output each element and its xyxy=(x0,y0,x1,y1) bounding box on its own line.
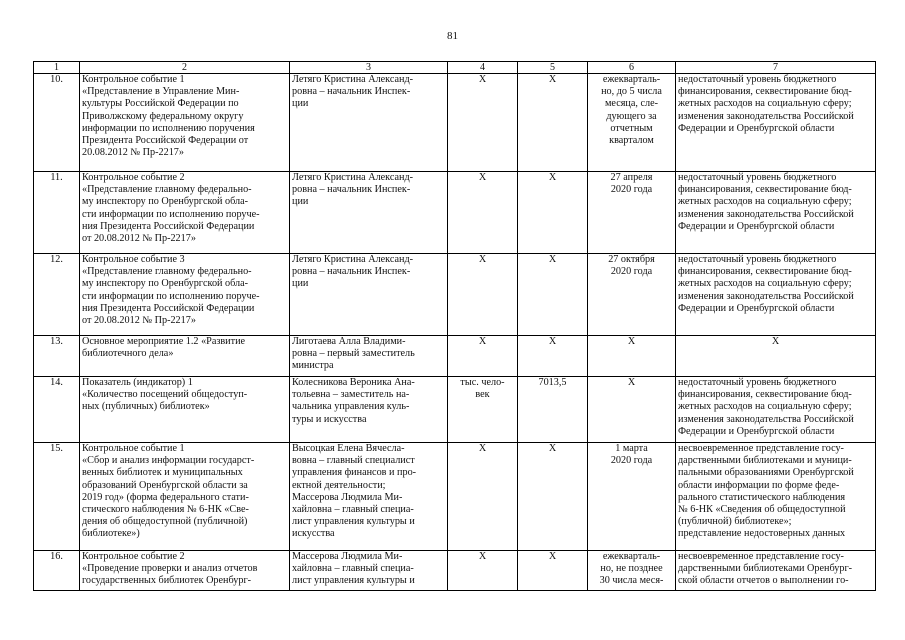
column-header: 5 xyxy=(518,62,588,74)
value-cell: X xyxy=(518,172,588,254)
table-row xyxy=(34,551,876,591)
event-name: Контрольное событие 3 «Представление главному федерально- му инспектору по Оренбургской обла- сти информации по исполнению поруче- ния Президента Российской Федерации от 20.08.2012 № Пр-2217» xyxy=(80,254,290,336)
risk-cell: несвоевременное представление госу- дарственными библиотеками и муници- пальными образованиями Оренбургской области информации по форме феде- рального статистического наблюдения № 6-НК «Сведения об общедоступной (публичной) библиотеке»; представление недостоверных данных xyxy=(676,443,876,551)
value-cell: X xyxy=(518,336,588,377)
risk-cell: несвоевременное представление госу- дарственными библиотеками Оренбург- ской области отчетов о выполнении го- xyxy=(676,551,876,591)
deadline-cell: 1 марта 2020 года xyxy=(588,443,676,551)
risk-cell: недостаточный уровень бюджетного финансирования, секвестирование бюд- жетных расходов на социальную сферу; изменения законодательства Российской Федерации и Оренбургской области xyxy=(676,172,876,254)
unit-cell: X xyxy=(448,254,518,336)
risk-cell: недостаточный уровень бюджетного финансирования, секвестирование бюд- жетных расходов на социальную сферу; изменения законодательства Российской Федерации и Оренбургской области xyxy=(676,254,876,336)
column-header-row xyxy=(34,62,876,74)
deadline-cell: X xyxy=(588,336,676,377)
unit-cell: X xyxy=(448,551,518,591)
deadline-cell: X xyxy=(588,377,676,443)
deadline-cell: ежекварталь- но, до 5 числа месяца, сле- дующего за отчетным кварталом xyxy=(588,74,676,172)
table-row xyxy=(34,172,876,254)
deadline-cell: 27 октября 2020 года xyxy=(588,254,676,336)
event-name: Показатель (индикатор) 1 «Количество посещений общедоступ- ных (публичных) библиотек» xyxy=(80,377,290,443)
responsible-person: Летяго Кристина Александ- ровна – начальник Инспек- ции xyxy=(290,172,448,254)
row-number: 16. xyxy=(34,551,80,591)
value-cell: X xyxy=(518,443,588,551)
row-number: 10. xyxy=(34,74,80,172)
event-name: Основное мероприятие 1.2 «Развитие библиотечного дела» xyxy=(80,336,290,377)
table-row xyxy=(34,336,876,377)
responsible-person: Высоцкая Елена Вячесла- вовна – главный специалист управления финансов и про- ектной деятельности; Массерова Людмила Ми- хайловна – главный специа- лист управления культуры и искусства xyxy=(290,443,448,551)
unit-cell: X xyxy=(448,74,518,172)
risk-cell: недостаточный уровень бюджетного финансирования, секвестирование бюд- жетных расходов на социальную сферу; изменения законодательства Российской Федерации и Оренбургской области xyxy=(676,377,876,443)
column-header: 4 xyxy=(448,62,518,74)
responsible-person: Летяго Кристина Александ- ровна – начальник Инспек- ции xyxy=(290,74,448,172)
row-number: 12. xyxy=(34,254,80,336)
responsible-person: Лиготаева Алла Владими- ровна – первый заместитель министра xyxy=(290,336,448,377)
event-name: Контрольное событие 2 «Представление главному федерально- му инспектору по Оренбургской обла- сти информации по исполнению поруче- ния Президента Российской Федерации от 20.08.2012 № Пр-2217» xyxy=(80,172,290,254)
value-cell: X xyxy=(518,74,588,172)
unit-cell: X xyxy=(448,443,518,551)
responsible-person: Массерова Людмила Ми- хайловна – главный специа- лист управления культуры и xyxy=(290,551,448,591)
row-number: 15. xyxy=(34,443,80,551)
event-name: Контрольное событие 2 «Проведение проверки и анализ отчетов государственных библиотек Оренбург- xyxy=(80,551,290,591)
unit-cell: X xyxy=(448,172,518,254)
column-header: 2 xyxy=(80,62,290,74)
risk-cell: X xyxy=(676,336,876,377)
table-row xyxy=(34,377,876,443)
row-number: 11. xyxy=(34,172,80,254)
responsible-person: Летяго Кристина Александ- ровна – начальник Инспек- ции xyxy=(290,254,448,336)
value-cell: 7013,5 xyxy=(518,377,588,443)
value-cell: X xyxy=(518,551,588,591)
table-row xyxy=(34,443,876,551)
unit-cell: X xyxy=(448,336,518,377)
event-name: Контрольное событие 1 «Представление в Управление Мин- культуры Российской Федерации по Приволжскому федеральному округу информации по исполнению поручения Президента Российской Федерации от 20.08.2012 № Пр-2217» xyxy=(80,74,290,172)
plan-table xyxy=(33,61,876,591)
table-row xyxy=(34,74,876,172)
value-cell: X xyxy=(518,254,588,336)
column-header: 3 xyxy=(290,62,448,74)
unit-cell: тыс. чело- век xyxy=(448,377,518,443)
column-header: 1 xyxy=(34,62,80,74)
row-number: 14. xyxy=(34,377,80,443)
event-name: Контрольное событие 1 «Сбор и анализ информации государст- венных библиотек и муниципальных образований Оренбургской области за 2019 год» (форма федерального стати- стического наблюдения № 6-НК «Све- дения об общедоступной (публичной) библиотеке») xyxy=(80,443,290,551)
column-header: 6 xyxy=(588,62,676,74)
deadline-cell: 27 апреля 2020 года xyxy=(588,172,676,254)
column-header: 7 xyxy=(676,62,876,74)
responsible-person: Колесникова Вероника Ана- тольевна – заместитель на- чальника управления куль- туры и искусства xyxy=(290,377,448,443)
table-row xyxy=(34,254,876,336)
page-number: 81 xyxy=(447,30,458,42)
risk-cell: недостаточный уровень бюджетного финансирования, секвестирование бюд- жетных расходов на социальную сферу; изменения законодательства Российской Федерации и Оренбургской области xyxy=(676,74,876,172)
deadline-cell: ежекварталь- но, не позднее 30 числа меся- xyxy=(588,551,676,591)
row-number: 13. xyxy=(34,336,80,377)
